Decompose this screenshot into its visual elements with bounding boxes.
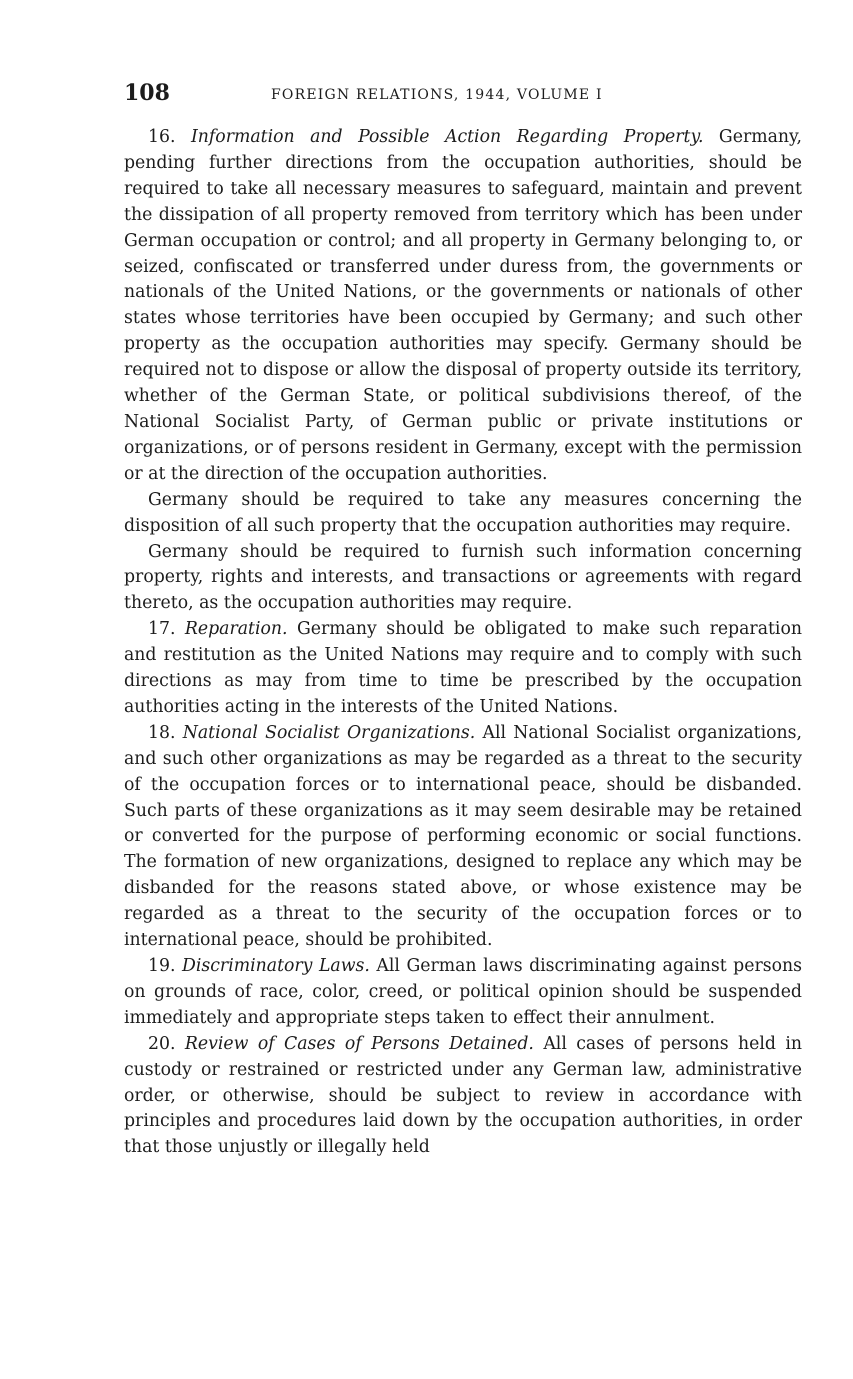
paragraph-number: 19. [148, 956, 176, 976]
paragraph-text: Germany should be required to take any measures concerning the disposition of all such property that the occupation authorities may require. [124, 489, 802, 536]
paragraph-16-information [124, 540, 802, 618]
running-head: FOREIGN RELATIONS, 1944, VOLUME I [271, 87, 603, 103]
paragraph-16-property-measures [124, 488, 802, 540]
body-text [124, 125, 802, 1161]
page-number: 108 [124, 80, 170, 106]
paragraph-heading: Discriminatory Laws. [182, 956, 370, 976]
paragraph-18 [124, 721, 802, 954]
paragraph-17 [124, 617, 802, 721]
paragraph-number: 16. [148, 127, 176, 147]
paragraph-text: Germany, pending further directions from the occupation authorities, should be required to take all necessary measures to safeguard, maintain and prevent the dissipation of all property removed from territory which has been under German occupation or control; and all property in Germany belonging to, or seized, confiscated or transferred under duress from, the governments or nationals of the United Nations, or the governments or nationals of other states whose territories have been occupied by Germany; and such other property as the occupation authorities may specify. Germany should be required not to dispose or allow the disposal of property outside its territory, whether of the German State, or political subdivisions thereof, of the National Socialist Party, of German public or private institutions or organizations, or of persons resident in Germany, except with the permission or at the direction of the occupation authorities. [124, 127, 802, 484]
paragraph-16 [124, 125, 802, 488]
paragraph-text: All National Socialist organizations, and such other organizations as may be regarded as a threat to the security of the occupation forces or to international peace, should be disbanded. Such parts of these organizations as it may seem desirable may be retained or converted for the purpose of performing economic or social functions. The formation of new organizations, designed to replace any which may be disbanded for the reasons stated above, or whose existence may be regarded as a threat to the security of the occupation forces or to international peace, should be prohibited. [124, 722, 802, 951]
paragraph-number: 20. [148, 1033, 176, 1054]
paragraph-text: All German laws discriminating against persons on grounds of race, color, creed, or political opinion should be suspended immediately and appropriate steps taken to effect their annulment. [124, 956, 802, 1028]
paragraph-heading: Reparation. [184, 619, 288, 640]
paragraph-text: All cases of persons held in custody or restrained or restricted under any German law, administrative order, or otherwise, should be subject to review in accordance with principles and procedures laid down by the occupation authorities, in order that those unjustly or illegally held [124, 1033, 803, 1158]
paragraph-heading: Review of Cases of Persons Detained. [184, 1033, 534, 1054]
paragraph-number: 18. [148, 722, 176, 743]
paragraph-heading: National Socialist Organizations. [182, 722, 476, 743]
paragraph-number: 17. [148, 619, 176, 640]
paragraph-text: Germany should be obligated to make such reparation and restitution as the United Nations may require and to comply with such directions as may from time to time be prescribed by the occupation authorities acting in the interests of the United Nations. [124, 619, 802, 717]
paragraph-20 [124, 1032, 802, 1162]
paragraph-heading: Information and Possible Action Regarding Property. [190, 127, 704, 147]
paragraph-19 [124, 954, 802, 1032]
page-header [124, 80, 802, 110]
paragraph-text: Germany should be required to furnish such information concerning property, rights and interests, and transactions or agreements with regard thereto, as the occupation authorities may require. [124, 541, 802, 614]
